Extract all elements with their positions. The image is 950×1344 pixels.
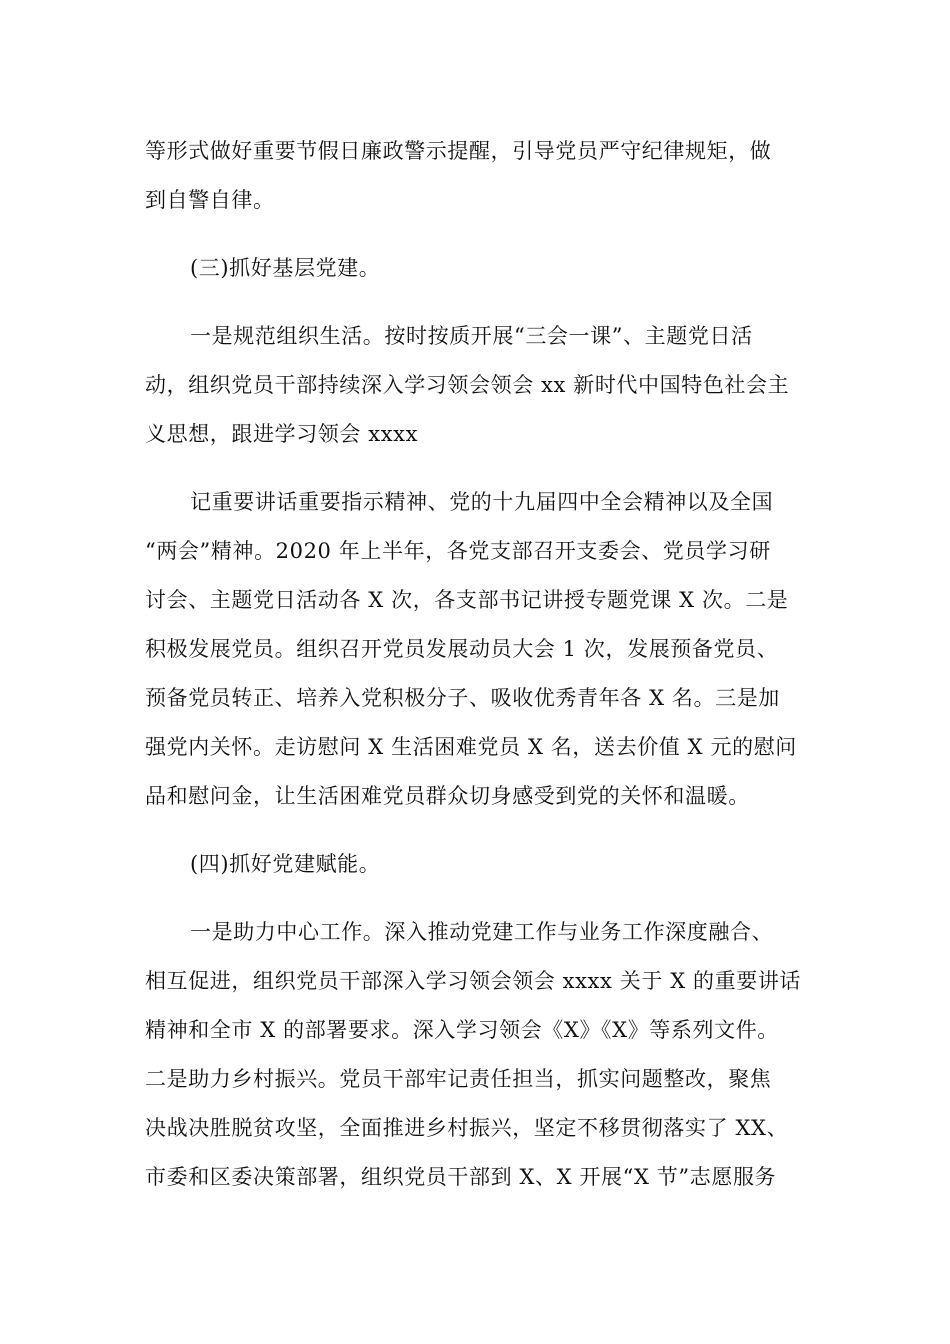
text-line: 动，组织党员干部持续深入学习领会领会 xx 新时代中国特色社会主: [145, 373, 790, 397]
text-line: 精神和全市 X 的部署要求。深入学习领会《X》《X》等系列文件。: [145, 1018, 779, 1042]
text-line: 强党内关怀。走访慰问 X 生活困难党员 X 名，送去价值 X 元的慰问: [145, 735, 797, 759]
text-line: 记重要讲话重要指示精神、党的十九届四中全会精神以及全国: [190, 490, 774, 514]
text-line: 预备党员转正、培养入党积极分子、吸收优秀青年各 X 名。三是加: [145, 686, 780, 710]
text-line: 等形式做好重要节假日廉政警示提醒，引导党员严守纪律规矩，做: [145, 139, 772, 163]
text-line: 二是助力乡村振兴。党员干部牢记责任担当，抓实问题整改，聚焦: [145, 1067, 772, 1091]
text-line: 决战决胜脱贫攻坚，全面推进乡村振兴，坚定不移贯彻落实了 XX、: [145, 1116, 789, 1140]
text-line: 讨会、主题党日活动各 X 次，各支部书记讲授专题党课 X 次。二是: [145, 588, 789, 612]
text-line: 相互促进，组织党员干部深入学习领会领会 xxxx 关于 X 的重要讲话: [145, 969, 802, 993]
text-line: 一是规范组织生活。按时按质开展“三会一课”、主题党日活: [190, 324, 753, 348]
text-line: 积极发展党员。组织召开党员发展动员大会 1 次，发展预备党员、: [145, 637, 779, 661]
section-heading: (四)抓好党建赋能。: [190, 852, 381, 876]
text-line: 品和慰问金，让生活困难党员群众切身感受到党的关怀和温暖。: [145, 784, 750, 808]
text-line: 到自警自律。: [145, 188, 275, 212]
section-heading: (三)抓好基层党建。: [190, 256, 381, 280]
text-line: 一是助力中心工作。深入推动党建工作与业务工作深度融合、: [190, 920, 774, 944]
text-line: 义思想，跟进学习领会 xxxx: [145, 422, 419, 446]
text-line: “两会”精神。2020 年上半年，各党支部召开支委会、党员学习研: [145, 539, 771, 563]
text-line: 市委和区委决策部署，组织党员干部到 X、X 开展“X 节”志愿服务: [145, 1165, 777, 1189]
